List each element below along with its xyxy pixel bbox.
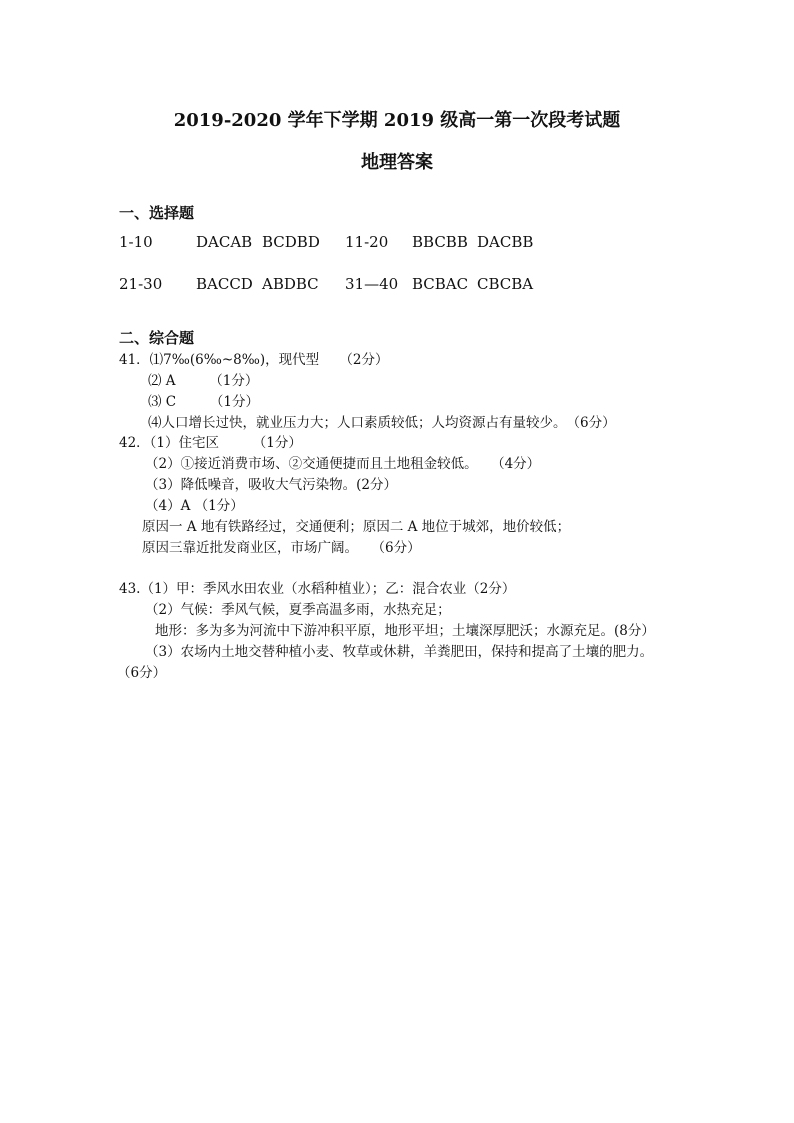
answer-range: 31—40 (345, 275, 399, 293)
q41-part-4: ⑷人口增长过快，就业压力大；人口素质较低；人均资源占有量较少。 （6分） (148, 415, 616, 431)
answer-group: BACCD (196, 275, 253, 293)
answer-group: CBCBA (477, 275, 534, 293)
q43-part-3: （3）农场内土地交替种植小麦、牧草或休耕，羊粪肥田，保持和提高了土壤的肥力。 (145, 644, 654, 660)
q43-part-2-climate: （2）气候：季风气候，夏季高温多雨，水热充足； (145, 602, 451, 618)
q42-reason-1-2: 原因一 A 地有铁路经过，交通便利；原因二 A 地位于城郊，地价较低； (142, 519, 571, 535)
answer-group: BCDBD (262, 233, 320, 251)
answer-range: 21-30 (119, 275, 163, 293)
section-1-heading: 一、选择题 (119, 204, 195, 222)
answer-group: DACBB (477, 233, 534, 251)
page-subtitle: 地理答案 (361, 152, 433, 173)
section-2-heading: 二、综合题 (119, 329, 195, 347)
q42-part-1: 42．（1）住宅区 （1分） (119, 435, 302, 451)
q42-part-2: （2）①接近消费市场、②交通便捷而且土地租金较低。 （4分） (145, 456, 541, 472)
q43-part-1: 43.（1）甲：季风水田农业（水稻种植业）；乙：混合农业（2分） (119, 581, 516, 597)
q41-part-2: ⑵ A （1分） (148, 373, 259, 389)
page-title: 2019-2020 学年下学期 2019 级高一第一次段考试题 (173, 110, 621, 131)
answer-group: DACAB (196, 233, 253, 251)
q43-part-2-terrain: 地形：多为多为河流中下游冲积平原，地形平坦；土壤深厚肥沃；水源充足。(8分） (155, 623, 655, 639)
answer-group: BCBAC (412, 275, 469, 293)
answer-group: ABDBC (262, 275, 319, 293)
q41-part-1: 41．⑴7‰(6‰~8‰)，现代型 （2分） (119, 352, 389, 368)
answer-range: 1-10 (119, 233, 153, 251)
q43-part-3-score: （6分） (117, 665, 167, 681)
answer-group: BBCBB (412, 233, 468, 251)
q42-part-3: （3）降低噪音，吸收大气污染物。(2分） (145, 477, 397, 493)
q41-part-3: ⑶ C （1分） (148, 394, 259, 410)
q42-part-4: （4）A （1分） (145, 498, 244, 514)
answer-range: 11-20 (345, 233, 389, 251)
q42-reason-3: 原因三靠近批发商业区，市场广阔。 （6分） (142, 540, 421, 556)
